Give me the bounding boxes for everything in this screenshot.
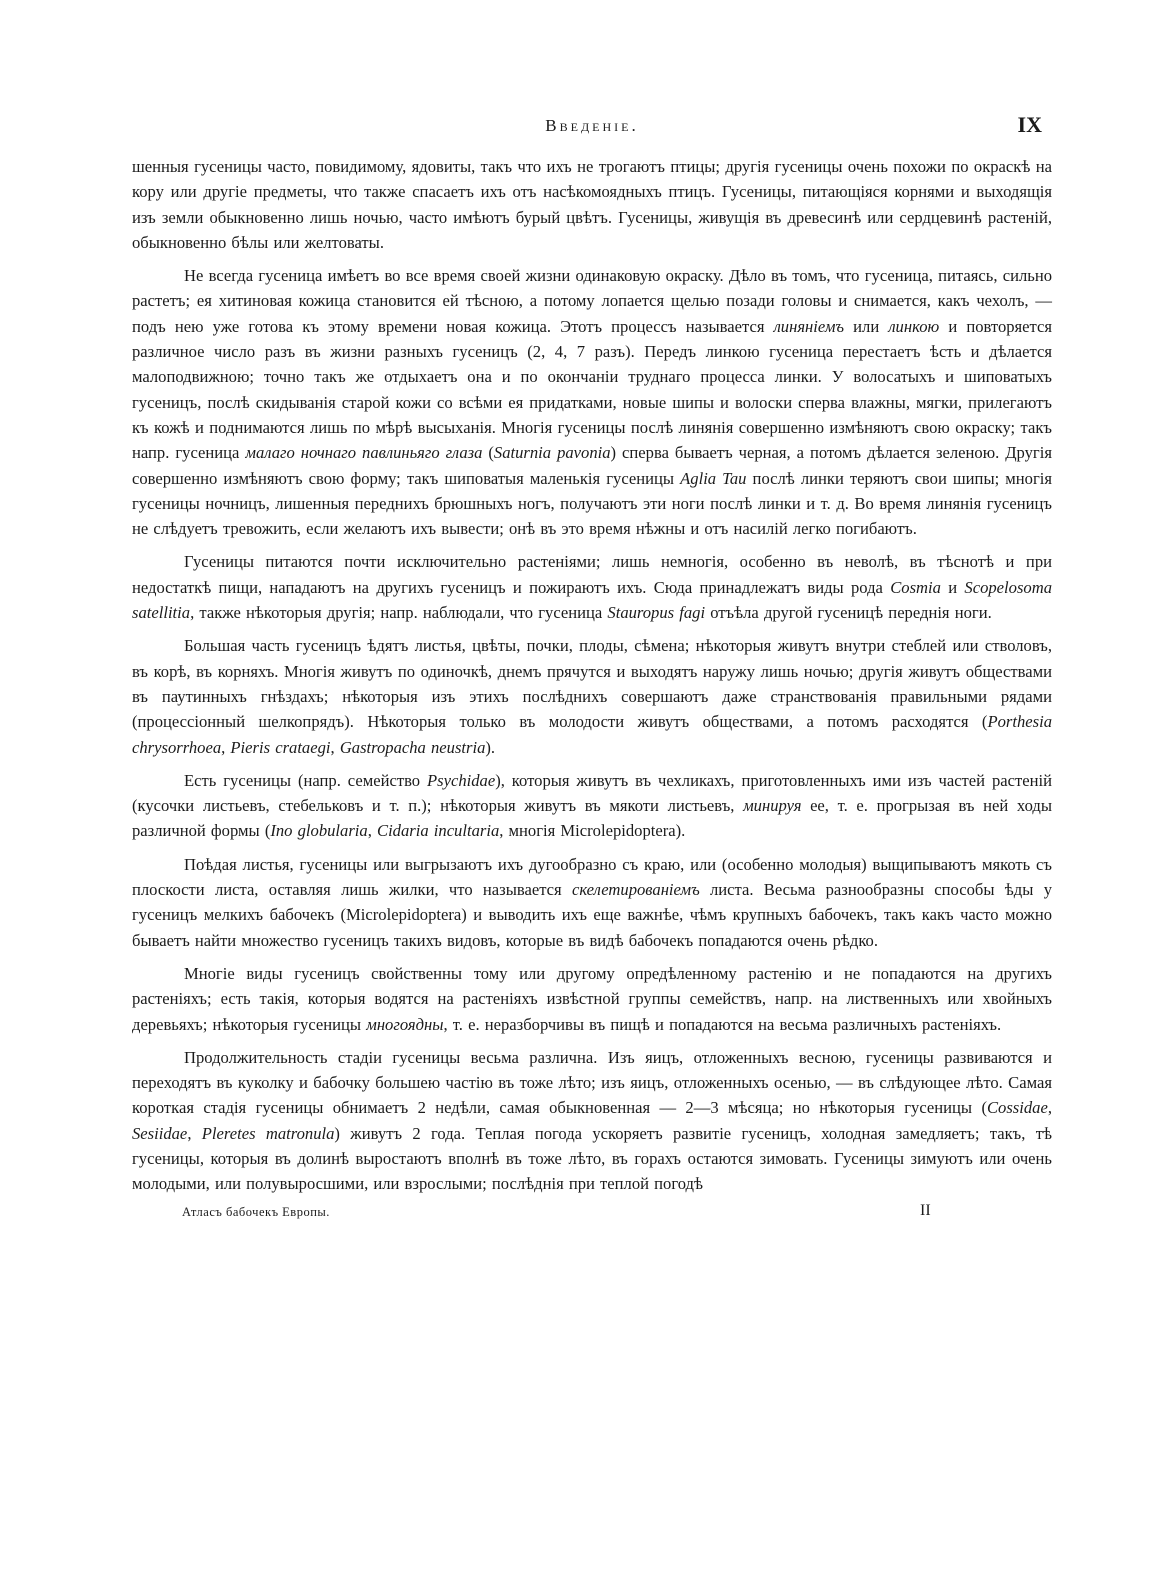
text-run: ). <box>485 737 496 757</box>
paragraph <box>132 154 1052 255</box>
italic-term: Stauropus fagi <box>607 603 706 623</box>
italic-term: Cidaria incultaria <box>377 821 500 841</box>
italic-term: Ino globularia <box>270 821 368 841</box>
text-run: , также нѣкоторыя другія; напр. наблюдали, что гусеница <box>190 603 608 623</box>
text-run: Продолжительность стадіи гусеницы весьма различна. Изъ яицъ, отложенныхъ весною, гусеницы развиваются и переходятъ въ куколку и бабочку большею частію въ тоже лѣто; изъ яицъ, отложенныхъ осенью, — въ слѣдующее лѣто. Самая короткая стадія гусеницы обнимаетъ 2 недѣли, самая обыкновенная — 2—3 мѣсяца; но нѣкоторыя гусеницы ( <box>132 1047 1052 1118</box>
italic-term: Pleretes matronula <box>201 1123 335 1143</box>
text-run: ( <box>482 443 494 463</box>
footer-book-title: Атласъ бабочекъ Европы. <box>182 1204 330 1219</box>
text-run: и <box>940 577 965 597</box>
italic-term: линкою <box>888 316 940 336</box>
text-run: Поѣдая листья, гусеницы или выгрызаютъ ихъ дугообразно съ краю, или (особенно молодыя) выщипываютъ мякоть съ плоскости листа, оставляя лишь жилки, что называется <box>132 854 1052 900</box>
italic-term: Cossidae <box>986 1098 1048 1118</box>
italic-term: малаго ночнаго павлиньяго глаза <box>245 443 483 463</box>
text-run: шенныя гусеницы часто, повидимому, ядовиты, такъ что ихъ не трогаютъ птицы; другія гусеницы очень похожи по окраскѣ на кору или другіе предметы, что также спасаетъ ихъ отъ насѣкомоядныхъ птицъ. Гусеницы, питающіяся корнями и выходящія изъ земли обыкновенно лишь ночью, часто имѣютъ бурый цвѣтъ. Гусеницы, живущія въ древесинѣ или сердцевинѣ растеній, обыкновенно бѣлы или желтоваты. <box>132 157 1052 252</box>
text-run: , многія Microlepidoptera). <box>499 821 686 841</box>
text-run: или <box>844 316 889 336</box>
italic-term: многоядны <box>366 1014 444 1034</box>
text-run: , <box>1047 1098 1052 1118</box>
text-run: Большая часть гусеницъ ѣдятъ листья, цвѣты, почки, плоды, сѣмена; нѣкоторыя живутъ внутри стеблей или стволовъ, въ корѣ, въ корняхъ. Многія живутъ по одиночкѣ, днемъ прячутся и выходятъ наружу лишь ночью; другія живутъ обществами въ паутинныхъ гнѣздахъ; нѣкоторыя изъ этихъ послѣднихъ совершаютъ даже странствованія правильными рядами (процессіонный шелкопрядъ). Нѣкоторыя только въ молодости живутъ обществами, а потомъ расходятся ( <box>132 636 1052 732</box>
signature-mark: II <box>920 1201 931 1219</box>
text-run: ), которыя живутъ въ чехликахъ, приготовленныхъ ими изъ частей растеній (кусочки листьевъ, стебельковъ и т. п.); нѣкоторыя живутъ въ мякоти листьевъ, <box>132 770 1052 816</box>
text-run: Есть гусеницы (напр. семейство <box>184 770 428 790</box>
italic-term: Gastropacha neustria <box>339 737 486 757</box>
text-run: ее, т. е. прогрызая въ ней ходы различной формы ( <box>132 796 1052 841</box>
text-run: ) сперва бываетъ черная, а потомъ дѣлается зеленою. Другія совершенно измѣняютъ свою форму; такъ шиповатыя маленькія гусеницы <box>132 443 1052 488</box>
italic-term: Psychidae <box>427 770 496 790</box>
italic-term: Cosmia <box>890 577 941 597</box>
text-run: послѣ линки теряютъ свои шипы; многія гусеницы ночницъ, лишенныя переднихъ брюшныхъ ногъ, получаютъ эти ноги послѣ линки и т. д. Во время линянія гусеницъ не слѣдуетъ тревожить, если желаютъ ихъ вывести; онѣ въ это время нѣжны и отъ насилій легко погибаютъ. <box>132 468 1052 539</box>
running-head <box>132 112 1052 142</box>
text-run: ) живутъ 2 года. Теплая погода ускоряетъ развитіе гусеницъ, холодная замедляетъ; такъ, тѣ гусеницы, которыя въ долинѣ выростаютъ вполнѣ въ тоже лѣто, въ горахъ остаются зимовать. Гусеницы зимуютъ или очень молодыми, или полувыросшими, или взрослыми; послѣднія при теплой погодѣ <box>132 1123 1053 1194</box>
text-run: , <box>367 821 377 841</box>
paragraph <box>132 263 1052 541</box>
paragraph <box>132 852 1052 953</box>
italic-term: Aglia Tau <box>680 468 747 488</box>
paragraph <box>132 1045 1052 1197</box>
text-run: , <box>187 1123 202 1143</box>
text-run: , т. е. неразборчивы въ пищѣ и попадаются на весьма различныхъ растеніяхъ. <box>443 1014 1002 1034</box>
italic-term: линяніемъ <box>773 316 845 336</box>
paragraph <box>132 768 1052 844</box>
paragraph <box>132 961 1052 1037</box>
page-title: Введеніе. <box>545 116 639 135</box>
text-run: , <box>221 737 231 757</box>
italic-term: Porthesia chrysorrhoea <box>132 712 1052 757</box>
italic-term: Sesiidae <box>132 1123 188 1143</box>
body-text <box>132 154 1052 1197</box>
italic-term: Saturnia pavonia <box>493 443 611 463</box>
italic-term: Pieris crataegi <box>230 737 331 757</box>
text-run: отъѣла другой гусеницѣ переднія ноги. <box>705 603 992 623</box>
text-run: Не всегда гусеница имѣетъ во все время своей жизни одинаковую окраску. Дѣло въ томъ, что гусеница, питаясь, сильно растетъ; ея хитиновая кожица становится ей тѣсною, а потому лопается щелью позади головы и снимается, какъ чехолъ, — подъ нею уже готова къ этому времени новая кожица. Этотъ процессъ называется <box>132 266 1052 336</box>
italic-term: скелетированіемъ <box>571 880 700 900</box>
text-run: и повторяется различное число разъ въ жизни разныхъ гусеницъ (2, 4, 7 разъ). Передъ линкою гусеница перестаетъ ѣсть и дѣлается малоподвижною; точно такъ же отдыхаетъ она и по окончаніи труднаго процесса линки. У волосатыхъ и шиповатыхъ гусеницъ, послѣ скидыванія старой кожи со всѣми ея придатками, новые шипы и волоски сперва влажны, мягки, прилегаютъ къ кожѣ и поднимаются лишь по мѣрѣ высыханія. Многія гусеницы послѣ линянія совершенно измѣняютъ свою окраску; такъ напр. гусеница <box>132 316 1052 463</box>
paragraph <box>132 549 1052 625</box>
page-number: IX <box>1017 112 1042 137</box>
italic-term: минируя <box>743 796 802 816</box>
paragraph <box>132 633 1052 759</box>
text-run: листа. Весьма разнообразны способы ѣды у гусеницъ мелкихъ бабочекъ (Microlepidoptera) и выводить ихъ еще важнѣе, чѣмъ крупныхъ бабочекъ, такъ какъ часто можно бываетъ найти множество гусеницъ такихъ видовъ, которые въ видѣ бабочекъ попадаются очень рѣдко. <box>132 880 1052 950</box>
book-page <box>132 112 1052 1229</box>
page-footer <box>132 1201 1052 1229</box>
text-run: , <box>330 737 340 757</box>
italic-term: Scopelosoma satellitia <box>132 577 1052 623</box>
text-run: Многіе виды гусеницъ свойственны тому или другому опредѣленному растенію и не попадаются на другихъ растеніяхъ; есть такія, которыя водятся на растеніяхъ извѣстной группы семействъ, напр. на лиственныхъ или хвойныхъ деревьяхъ; нѣкоторыя гусеницы <box>132 963 1052 1034</box>
text-run: Гусеницы питаются почти исключительно растеніями; лишь немногія, особенно въ неволѣ, въ тѣснотѣ и при недостаткѣ пищи, нападаютъ на другихъ гусеницъ и пожираютъ ихъ. Сюда принадлежатъ виды рода <box>132 552 1052 597</box>
